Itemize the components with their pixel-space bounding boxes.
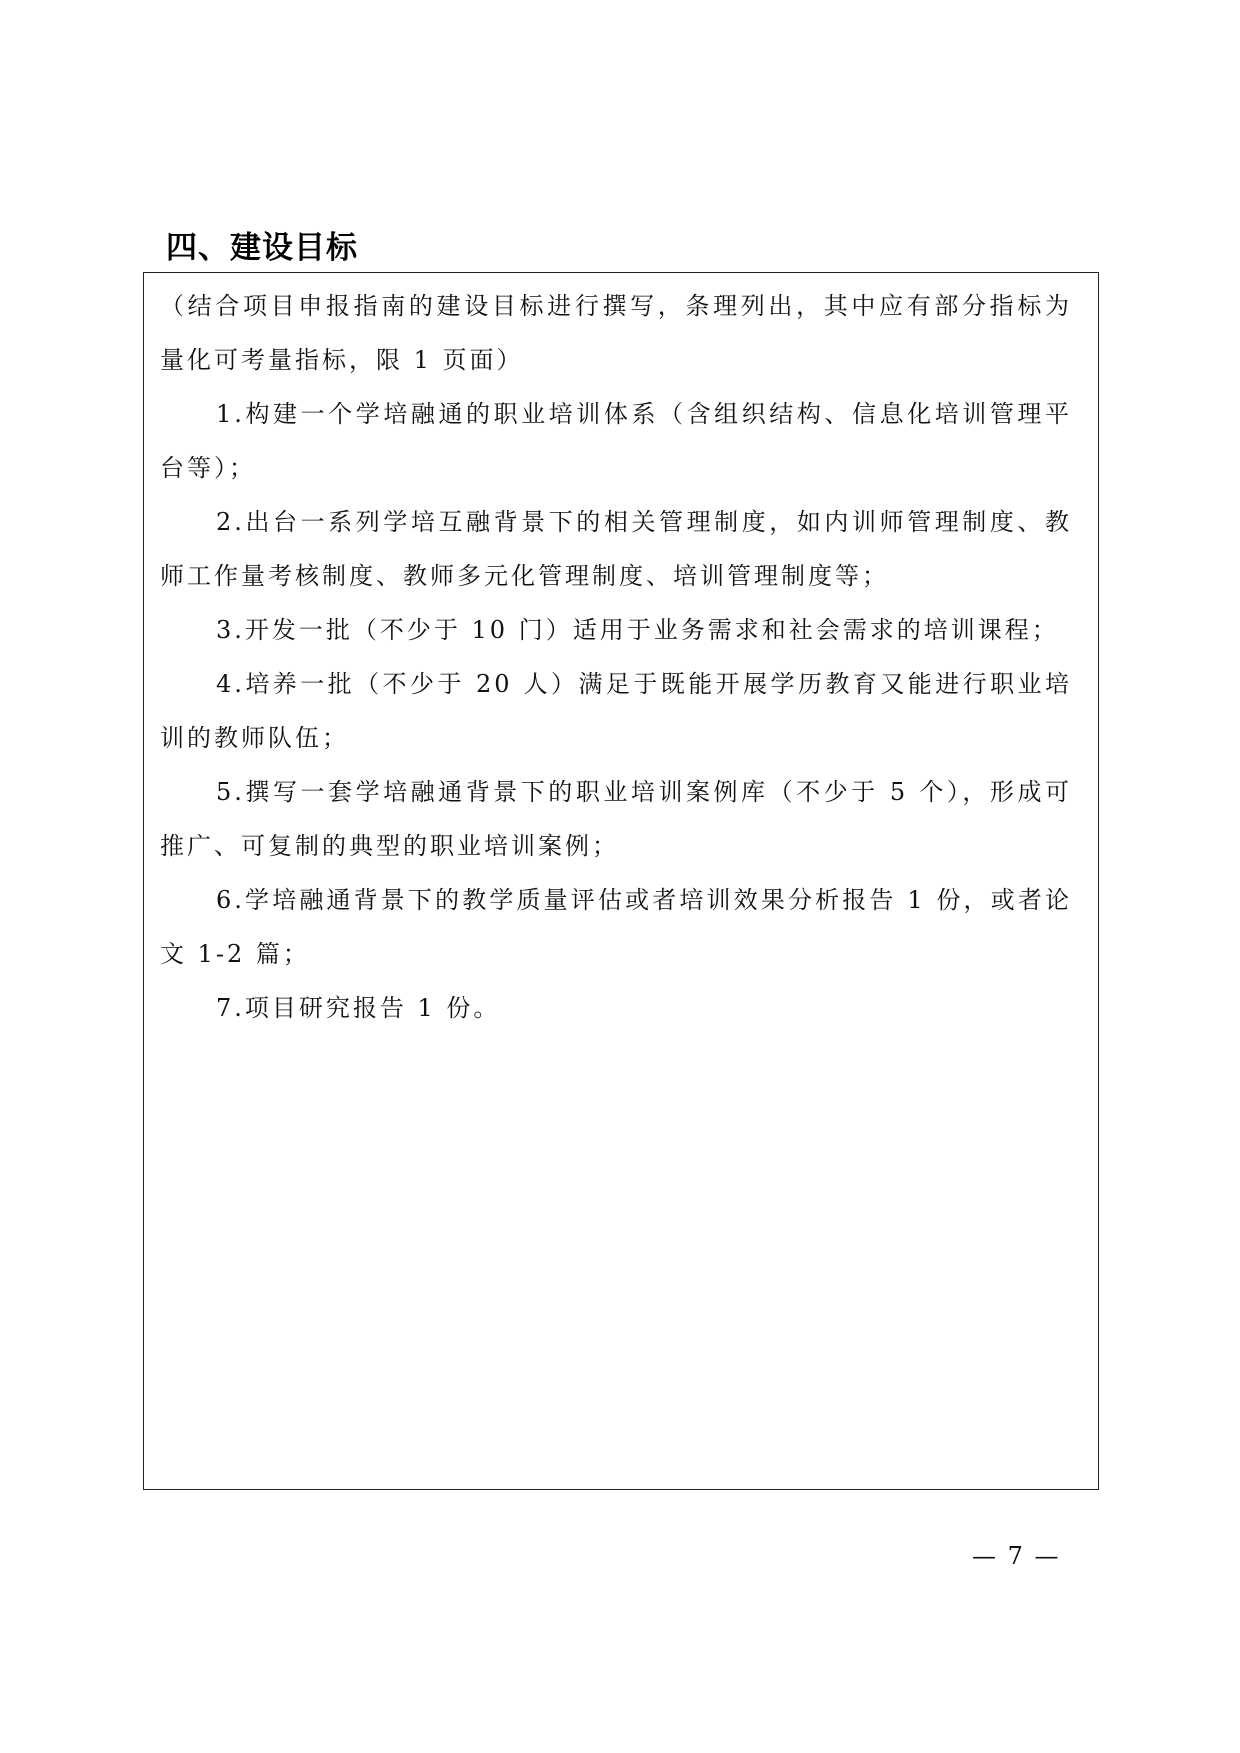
instruction-text: （结合项目申报指南的建设目标进行撰写，条理列出，其中应有部分指标为量化可考量指标，限 1 页面） <box>160 292 1072 374</box>
goal-item-3: 3.开发一批（不少于 10 门）适用于业务需求和社会需求的培训课程； <box>216 616 1059 644</box>
goal-item-5: 5.撰写一套学培融通背景下的职业培训案例库（不少于 5 个），形成可推广、可复制的典型的职业培训案例； <box>160 778 1072 860</box>
goal-item-2: 2.出台一系列学培互融背景下的相关管理制度，如内训师管理制度、教师工作量考核制度、教师多元化管理制度、培训管理制度等； <box>160 508 1072 590</box>
section-title: 四、建设目标 <box>166 230 358 266</box>
goal-item-1: 1.构建一个学培融通的职业培训体系（含组织结构、信息化培训管理平台等）； <box>160 400 1072 482</box>
page-number: — 7 — <box>972 1542 1061 1570</box>
goal-item-4: 4.培养一批（不少于 20 人）满足于既能开展学历教育又能进行职业培训的教师队伍； <box>160 670 1072 752</box>
goal-item-7: 7.项目研究报告 1 份。 <box>216 994 501 1022</box>
goal-item-6: 6.学培融通背景下的教学质量评估或者培训效果分析报告 1 份，或者论文 1-2 篇； <box>160 886 1072 968</box>
content-box <box>143 272 1099 1490</box>
